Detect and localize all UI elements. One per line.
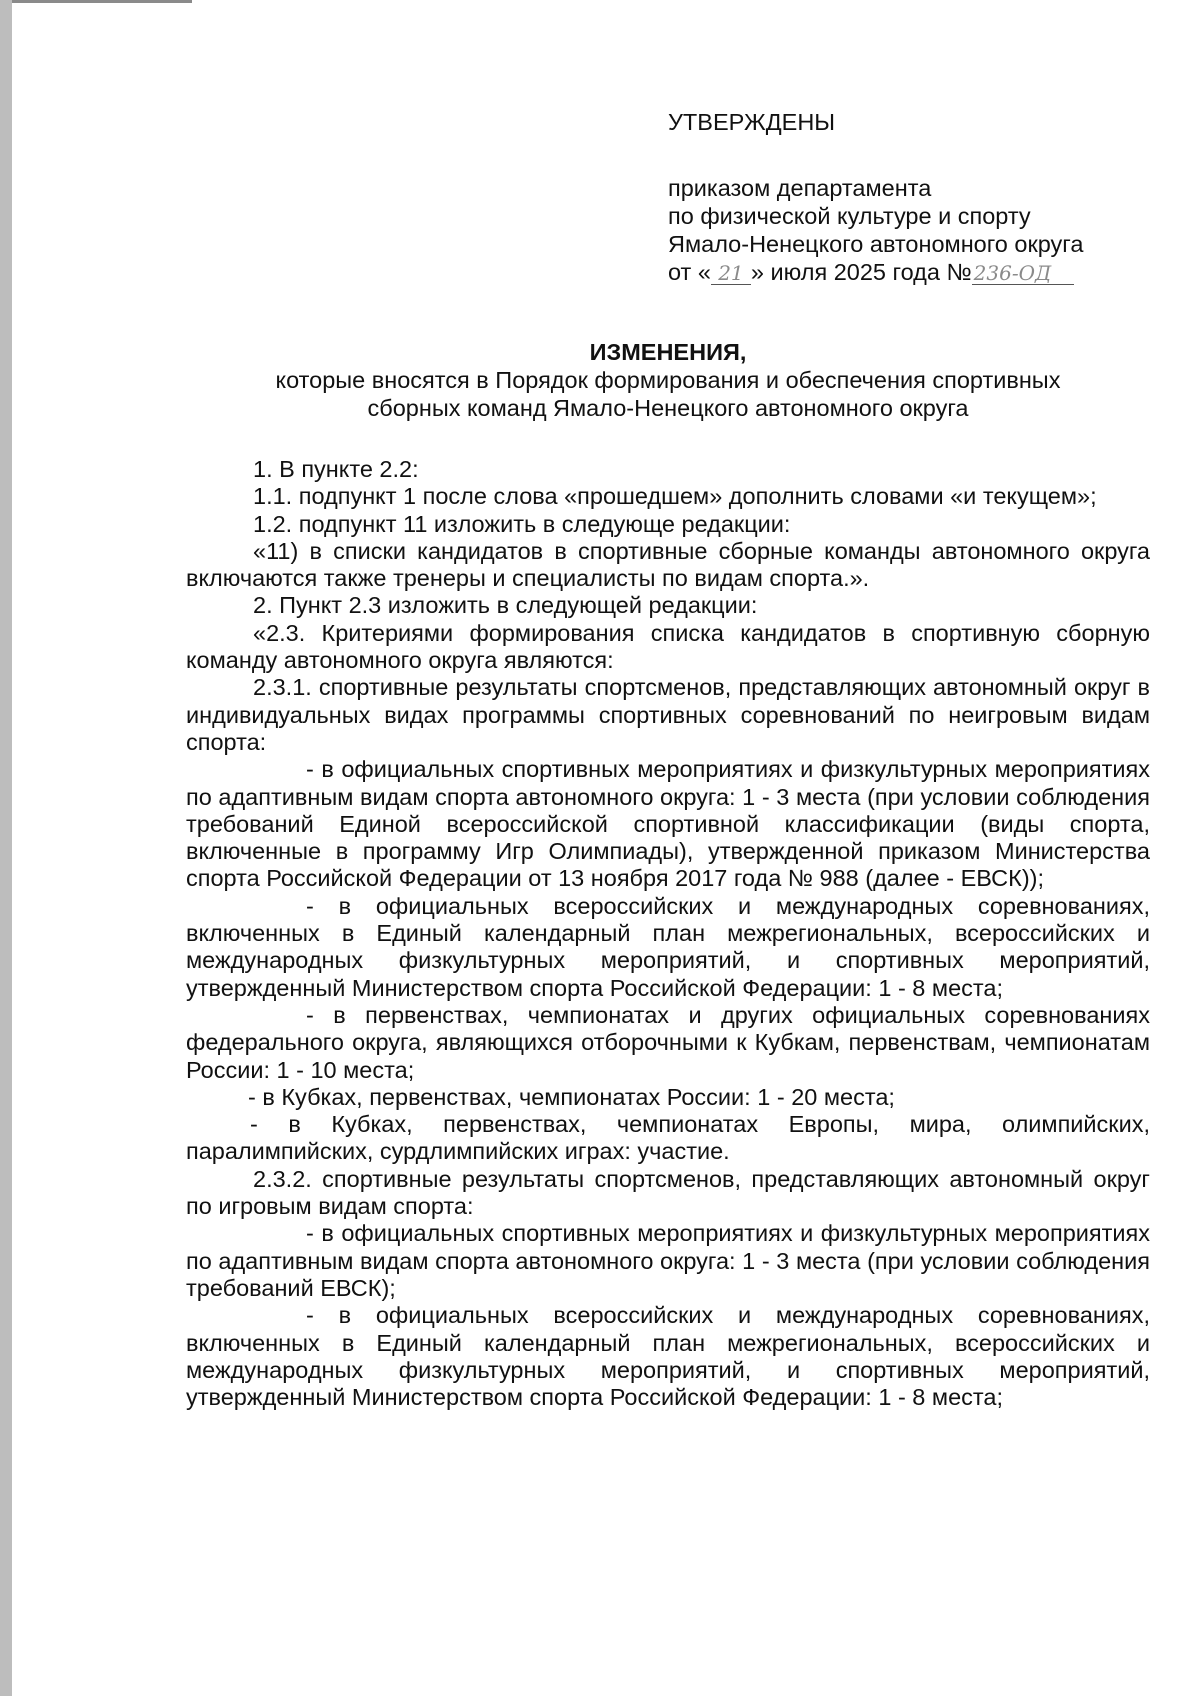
- paragraph: - в Кубках, первенствах, чемпионатах России: 1 - 20 места;: [248, 1083, 895, 1110]
- paragraph: - в официальных всероссийских и международных соревнованиях, включенных в Единый календарный план межрегиональных, всероссийских и международных физкультурных мероприятий, и спортивных мероприятий, утвержденный Министерством спорта Российской Федерации: 1 - 8 места;: [186, 1302, 1150, 1411]
- approval-line-3: Ямало-Ненецкого автономного округа: [668, 231, 1084, 257]
- paragraph: - в первенствах, чемпионатах и других официальных соревнованиях федерального округа, являющихся отборочными к Кубкам, первенствам, чемпионатам России: 1 - 10 места;: [186, 1001, 1150, 1083]
- approval-date-line: [668, 258, 1148, 286]
- date-suffix: » июля 2025 года №: [750, 259, 972, 285]
- heading-subtitle-line-1: которые вносятся в Порядок формирования и обеспечения спортивных: [275, 367, 1061, 393]
- approval-title: УТВЕРЖДЕНЫ: [668, 109, 836, 135]
- approval-line-1: приказом департамента: [668, 175, 932, 201]
- heading-subtitle-line-2: сборных команд Ямало-Ненецкого автономного округа: [367, 395, 969, 421]
- scan-left-edge: [0, 0, 12, 1696]
- heading-title: ИЗМЕНЕНИЯ,: [589, 339, 747, 365]
- paragraph: 2.3.1. спортивные результаты спортсменов, представляющих автономный округ в индивидуальных видах программы спортивных соревнований по неигровым видам спорта:: [186, 674, 1150, 755]
- date-prefix: от «: [668, 259, 711, 285]
- paragraph: 1. В пункте 2.2:: [253, 456, 419, 482]
- paragraph: 1.1. подпункт 1 после слова «прошедшем» дополнить словами «и текущем»;: [253, 483, 1097, 510]
- paragraph: - в официальных спортивных мероприятиях и физкультурных мероприятиях по адаптивным видам спорта автономного округа: 1 - 3 места (при условии соблюдения требований Единой всероссийской спортивной классификации (виды спорта, включенные в программу Игр Олимпиады), утвержденной приказом Министерства спорта Российской Федерации от 13 ноября 2017 года № 988 (далее - ЕВСК));: [186, 756, 1150, 892]
- approval-block: [668, 108, 1148, 286]
- handwritten-order-number: 236-ОД: [972, 262, 1074, 285]
- paragraph: 2.3.2. спортивные результаты спортсменов, представляющих автономный округ по игровым видам спорта:: [186, 1165, 1150, 1220]
- paragraph: - в официальных всероссийских и международных соревнованиях, включенных в Единый календарный план межрегиональных, всероссийских и международных физкультурных мероприятий, и спортивных мероприятий, утвержденный Министерством спорта Российской Федерации: 1 - 8 места;: [186, 892, 1150, 1001]
- document-body: [186, 456, 1150, 1411]
- paragraph: - в официальных спортивных мероприятиях и физкультурных мероприятиях по адаптивным видам спорта автономного округа: 1 - 3 места (при условии соблюдения требований ЕВСК);: [186, 1220, 1150, 1301]
- paragraph: - в Кубках, первенствах, чемпионатах Европы, мира, олимпийских, паралимпийских, сурдлимпийских играх: участие.: [186, 1111, 1150, 1165]
- paragraph: 2. Пункт 2.3 изложить в следующей редакции:: [253, 592, 758, 619]
- paragraph: «11) в списки кандидатов в спортивные сборные команды автономного округа включаются также тренеры и специалисты по видам спорта.».: [186, 537, 1150, 592]
- handwritten-day: 21: [711, 262, 751, 285]
- paragraph: 1.2. подпункт 11 изложить в следующе редакции:: [253, 510, 791, 537]
- document-heading: [186, 338, 1150, 422]
- approval-line-2: по физической культуре и спорту: [668, 203, 1031, 229]
- scan-top-rule: [12, 0, 192, 3]
- paragraph: «2.3. Критериями формирования списка кандидатов в спортивную сборную команду автономного округа являются:: [186, 619, 1150, 674]
